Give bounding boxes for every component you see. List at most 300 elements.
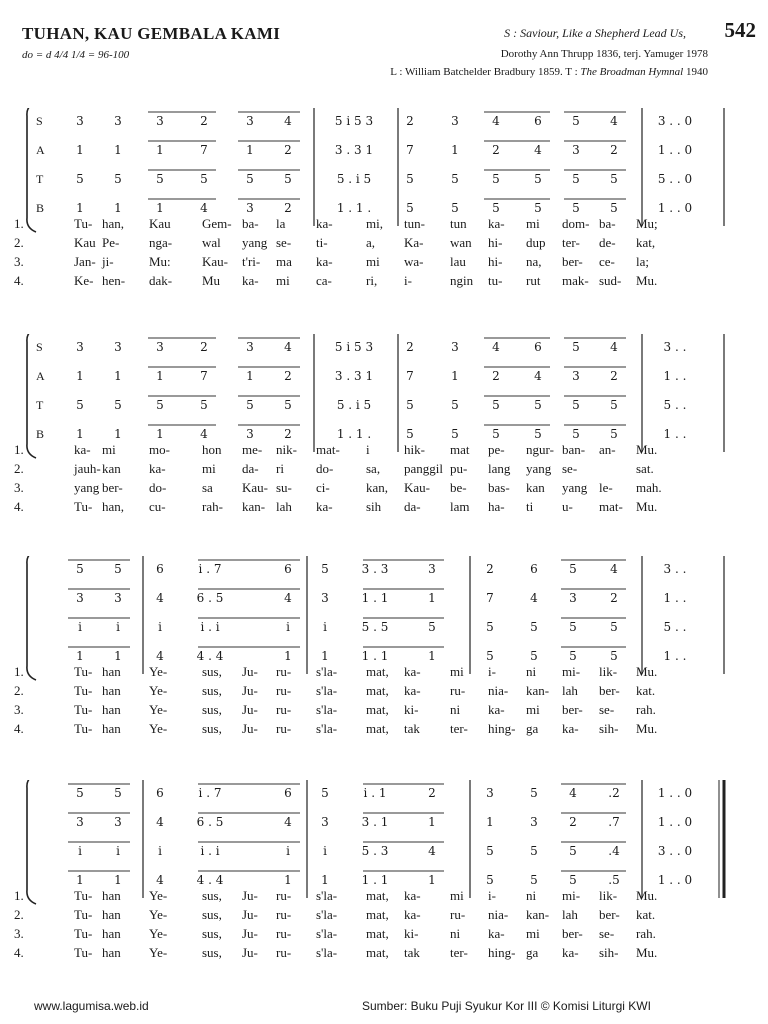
note-cell: 5 xyxy=(451,427,459,441)
note-cell: 4 . 4 xyxy=(196,649,224,663)
lyric-syllable: han xyxy=(102,888,121,903)
note-cell: 5 . . xyxy=(663,620,687,634)
lyric-syllable: kan xyxy=(102,461,121,476)
lyric-syllable: ni xyxy=(526,888,537,903)
note-cell: 1 xyxy=(486,815,494,829)
lyric-syllable: ni xyxy=(450,702,461,717)
lyric-syllable: Ju- xyxy=(242,683,258,698)
lyric-syllable: ka- xyxy=(316,216,333,231)
lyric-syllable: s'la- xyxy=(316,683,338,698)
lyric-syllable: hi- xyxy=(488,254,503,269)
note-cell: 1 xyxy=(76,427,84,441)
note-cell: 5 xyxy=(572,427,580,441)
note-cell: 4 xyxy=(156,873,164,887)
note-cell: .5 xyxy=(608,873,620,887)
voice-row xyxy=(0,398,768,416)
lyric-syllable: ci- xyxy=(316,480,330,495)
lyric-syllable: Tu- xyxy=(74,721,93,736)
verse-number: 4. xyxy=(14,945,24,960)
note-cell: 1 . . 0 xyxy=(657,815,693,829)
lyric-line xyxy=(14,683,714,700)
lyric-line xyxy=(14,216,714,233)
note-cell: 5 xyxy=(610,620,618,634)
music-credit-prefix: L : William Batchelder Bradbury 1859. T : xyxy=(390,66,581,78)
lyric-syllable: ber- xyxy=(562,926,583,941)
lyric-syllable: han, xyxy=(102,499,125,514)
lyric-syllable: ber- xyxy=(562,254,583,269)
lyric-syllable: do- xyxy=(316,461,334,476)
lyric-syllable: ber- xyxy=(599,907,620,922)
note-cell: i . i xyxy=(200,844,220,858)
lyric-line xyxy=(14,442,714,459)
note-cell: 4 xyxy=(284,340,292,354)
lyric-syllable: jauh- xyxy=(74,461,101,476)
note-cell: i xyxy=(116,620,120,634)
note-cell: 1 . . xyxy=(663,591,687,605)
footer-website: www.lagumisa.web.id xyxy=(34,999,149,1013)
lyric-syllable: mak- xyxy=(562,273,589,288)
note-cell: 3 xyxy=(156,340,164,354)
lyric-syllable: mo- xyxy=(149,442,170,457)
lyric-syllable: mat, xyxy=(366,888,389,903)
note-cell: 1 xyxy=(156,143,164,157)
note-cell: 4 . 4 xyxy=(196,873,224,887)
note-cell: 1 . . xyxy=(663,369,687,383)
note-cell: 2 xyxy=(428,786,436,800)
footer-source: Sumber: Buku Puji Syukur Kor III © Komisi Liturgi KWI xyxy=(362,999,651,1013)
lyric-syllable: sus, xyxy=(202,907,222,922)
lyric-syllable: mi xyxy=(202,461,216,476)
lyric-syllable: Tu- xyxy=(74,216,93,231)
lyric-syllable: lang xyxy=(488,461,511,476)
lyric-syllable: ka- xyxy=(488,216,505,231)
lyric-syllable: ber- xyxy=(599,683,620,698)
note-cell: 5 xyxy=(451,201,459,215)
note-cell: i xyxy=(323,844,327,858)
note-cell: 6 . 5 xyxy=(196,815,224,829)
lyric-syllable: Ye- xyxy=(149,907,168,922)
verse-number: 4. xyxy=(14,273,24,288)
note-cell: 5 xyxy=(321,786,329,800)
note-cell: 7 xyxy=(486,591,494,605)
note-cell: 5 xyxy=(569,844,577,858)
lyric-syllable: hen- xyxy=(102,273,126,288)
note-cell: 6 xyxy=(156,786,164,800)
lyric-syllable: ka- xyxy=(149,461,166,476)
note-cell: 2 xyxy=(610,591,618,605)
note-cell: 5 xyxy=(572,340,580,354)
note-cell: 3 . . xyxy=(663,340,687,354)
hymn-number: 542 xyxy=(724,18,756,42)
voice-row xyxy=(0,786,768,804)
lyric-syllable: tak xyxy=(404,945,420,960)
lyric-syllable: ba- xyxy=(242,216,259,231)
lyric-syllable: ri xyxy=(276,461,284,476)
lyric-syllable: ga xyxy=(526,721,539,736)
note-cell: 1 xyxy=(114,427,122,441)
note-cell: .2 xyxy=(608,786,620,800)
lyric-syllable: dak- xyxy=(149,273,173,288)
note-cell: 4 xyxy=(200,427,208,441)
lyric-syllable: sud- xyxy=(599,273,622,288)
note-cell: 4 xyxy=(610,114,618,128)
tempo-marking: do = d 4/4 1/4 = 96-100 xyxy=(22,49,130,61)
voice-label: S xyxy=(36,114,43,128)
note-cell: 5 xyxy=(534,172,542,186)
note-cell: 2 xyxy=(610,143,618,157)
note-cell: 5 xyxy=(572,114,580,128)
lyric-syllable: kan xyxy=(526,480,545,495)
note-cell: 1 xyxy=(428,649,436,663)
lyric-syllable: mat, xyxy=(366,702,389,717)
lyric-syllable: Ka- xyxy=(404,235,424,250)
lyric-syllable: sus, xyxy=(202,888,222,903)
lyric-syllable: Mu. xyxy=(636,945,658,960)
lyric-syllable: ka- xyxy=(488,926,505,941)
note-cell: 1 xyxy=(76,369,84,383)
lyric-line xyxy=(14,461,714,478)
note-cell: 3 . 3 1 xyxy=(334,369,374,383)
note-cell: 1 xyxy=(76,873,84,887)
lyric-syllable: rah. xyxy=(636,926,656,941)
note-cell: 5 xyxy=(76,172,84,186)
lyric-line xyxy=(14,945,714,962)
lyric-syllable: ka- xyxy=(404,888,421,903)
note-cell: 3 xyxy=(530,815,538,829)
note-cell: 3 xyxy=(451,114,459,128)
lyric-syllable: mat- xyxy=(316,442,340,457)
note-cell: 6 xyxy=(534,114,542,128)
voice-label: B xyxy=(36,201,45,215)
lyric-syllable: sus, xyxy=(202,702,222,717)
note-cell: 5 xyxy=(534,201,542,215)
lyric-line xyxy=(14,926,714,943)
note-cell: 3 . 3 1 xyxy=(334,143,374,157)
note-cell: 3 xyxy=(76,114,84,128)
lyric-syllable: Kau xyxy=(149,216,171,231)
note-cell: 1 . 1 . xyxy=(336,201,372,215)
verse-number: 2. xyxy=(14,683,24,698)
lyric-syllable: i- xyxy=(404,273,412,288)
lyric-syllable: Mu. xyxy=(636,273,658,288)
verse-number: 3. xyxy=(14,480,24,495)
lyric-syllable: la; xyxy=(636,254,649,269)
note-cell: 1 xyxy=(321,873,329,887)
note-cell: 5 xyxy=(610,649,618,663)
note-cell: 1 . . xyxy=(663,427,687,441)
verse-number: 3. xyxy=(14,702,24,717)
voice-label: A xyxy=(36,369,45,383)
lyric-syllable: se- xyxy=(562,461,578,476)
lyric-syllable: ji- xyxy=(102,254,114,269)
note-cell: 4 xyxy=(534,369,542,383)
lyric-syllable: han xyxy=(102,664,121,679)
note-cell: 4 xyxy=(284,815,292,829)
note-cell: 5 xyxy=(530,620,538,634)
lyric-syllable: Kau- xyxy=(404,480,430,495)
lyric-syllable: ber- xyxy=(102,480,123,495)
lyric-syllable: la xyxy=(276,216,286,231)
voice-label: S xyxy=(36,340,43,354)
lyric-syllable: sih- xyxy=(599,945,619,960)
lyric-syllable: Tu- xyxy=(74,907,93,922)
note-cell: 5 xyxy=(569,620,577,634)
lyric-syllable: mi xyxy=(526,926,540,941)
lyric-syllable: kat, xyxy=(636,235,656,250)
lyric-syllable: wan xyxy=(450,235,472,250)
note-cell: i xyxy=(158,844,162,858)
lyric-syllable: ru- xyxy=(450,683,466,698)
note-cell: 6 xyxy=(284,786,292,800)
lyric-syllable: Ye- xyxy=(149,926,168,941)
lyric-syllable: lah xyxy=(562,907,578,922)
lyric-syllable: ka- xyxy=(562,721,579,736)
lyric-syllable: mah. xyxy=(636,480,662,495)
lyric-syllable: kat. xyxy=(636,907,656,922)
note-cell: 5 xyxy=(492,427,500,441)
lyric-syllable: ru- xyxy=(276,664,292,679)
lyric-syllable: ru- xyxy=(276,907,292,922)
lyric-syllable: ki- xyxy=(404,926,419,941)
lyric-line xyxy=(14,664,714,681)
lyric-syllable: ter- xyxy=(450,945,468,960)
note-cell: 4 xyxy=(156,591,164,605)
lyric-syllable: Tu- xyxy=(74,702,93,717)
lyric-syllable: ngur- xyxy=(526,442,554,457)
lyric-syllable: mi- xyxy=(562,888,581,903)
lyric-syllable: cu- xyxy=(149,499,166,514)
note-cell: 1 xyxy=(428,873,436,887)
note-cell: i xyxy=(286,844,290,858)
lyric-syllable: Mu; xyxy=(636,216,658,231)
lyric-syllable: han xyxy=(102,907,121,922)
lyric-syllable: mi xyxy=(276,273,290,288)
note-cell: 1 xyxy=(114,201,122,215)
verse-number: 2. xyxy=(14,907,24,922)
lyric-syllable: se- xyxy=(599,926,615,941)
note-cell: 1 xyxy=(246,143,254,157)
lyric-syllable: pe- xyxy=(488,442,505,457)
lyric-syllable: se- xyxy=(276,235,292,250)
lyric-syllable: ce- xyxy=(599,254,615,269)
voice-label: B xyxy=(36,427,45,441)
lyric-syllable: mi xyxy=(526,216,540,231)
lyric-syllable: Tu- xyxy=(74,683,93,698)
lyric-syllable: a, xyxy=(366,235,376,250)
score-system-2 xyxy=(0,334,768,554)
lyric-syllable: tu- xyxy=(488,273,503,288)
lyric-syllable: mat, xyxy=(366,683,389,698)
lyric-syllable: Pe- xyxy=(102,235,120,250)
note-cell: 5 xyxy=(492,172,500,186)
lyric-syllable: su- xyxy=(276,480,292,495)
lyric-syllable: mat, xyxy=(366,664,389,679)
note-cell: i . 7 xyxy=(198,786,222,800)
lyric-syllable: Ye- xyxy=(149,721,168,736)
lyric-syllable: Ju- xyxy=(242,945,258,960)
lyric-syllable: mi xyxy=(450,888,464,903)
lyric-syllable: se- xyxy=(599,702,615,717)
note-cell: 4 xyxy=(610,562,618,576)
verse-number: 1. xyxy=(14,442,24,457)
note-cell: 6 xyxy=(534,340,542,354)
voice-label: A xyxy=(36,143,45,157)
lyric-syllable: lik- xyxy=(599,664,618,679)
lyric-syllable: ka- xyxy=(488,702,505,717)
note-cell: 2 xyxy=(200,340,208,354)
score-system-3 xyxy=(0,556,768,776)
note-cell: 5 xyxy=(284,172,292,186)
note-cell: 3 xyxy=(246,340,254,354)
note-cell: 5 . i 5 xyxy=(336,172,372,186)
lyric-syllable: ti xyxy=(526,499,534,514)
note-cell: 5 xyxy=(610,172,618,186)
note-cell: 3 xyxy=(428,562,436,576)
lyric-syllable: Tu- xyxy=(74,499,93,514)
note-cell: 1 . . 0 xyxy=(657,873,693,887)
score-system-1 xyxy=(0,108,768,328)
lyric-syllable: Ye- xyxy=(149,888,168,903)
lyric-syllable: le- xyxy=(599,480,613,495)
note-cell: i xyxy=(323,620,327,634)
note-cell: 3 xyxy=(246,201,254,215)
lyric-syllable: kan, xyxy=(366,480,389,495)
note-cell: 3 xyxy=(114,815,122,829)
note-cell: i . 1 xyxy=(363,786,387,800)
lyric-syllable: mat, xyxy=(366,945,389,960)
lyric-syllable: ka- xyxy=(316,499,333,514)
note-cell: 2 xyxy=(610,369,618,383)
note-cell: 1 . 1 xyxy=(361,591,389,605)
note-cell: 5 xyxy=(572,172,580,186)
verse-number: 4. xyxy=(14,499,24,514)
lyric-syllable: yang xyxy=(242,235,268,250)
lyric-syllable: kan- xyxy=(526,683,550,698)
text-credit: Dorothy Ann Thrupp 1836, terj. Yamuger 1978 xyxy=(500,48,708,60)
voice-label: T xyxy=(36,172,44,186)
lyric-syllable: Mu. xyxy=(636,442,658,457)
score-system-4 xyxy=(0,780,768,1000)
lyric-syllable: lah xyxy=(562,683,578,698)
lyric-syllable: wal xyxy=(202,235,221,250)
note-cell: 3 xyxy=(76,815,84,829)
lyric-syllable: yang xyxy=(526,461,552,476)
lyric-syllable: Mu xyxy=(202,273,221,288)
note-cell: 5 . 5 xyxy=(361,620,389,634)
lyric-syllable: s'la- xyxy=(316,721,338,736)
note-cell: 3 xyxy=(486,786,494,800)
lyric-syllable: mat, xyxy=(366,721,389,736)
note-cell: 3 xyxy=(569,591,577,605)
lyric-syllable: Ju- xyxy=(242,702,258,717)
note-cell: 5 xyxy=(406,172,414,186)
note-cell: 3 . . xyxy=(663,562,687,576)
note-cell: 1 xyxy=(246,369,254,383)
lyric-syllable: sih xyxy=(366,499,382,514)
note-cell: 5 i 5 3 xyxy=(334,114,374,128)
lyric-syllable: ru- xyxy=(276,683,292,698)
note-cell: 2 xyxy=(486,562,494,576)
lyric-syllable: Mu. xyxy=(636,721,658,736)
lyric-syllable: tak xyxy=(404,721,420,736)
voice-row xyxy=(0,562,768,580)
note-cell: 3 xyxy=(572,369,580,383)
lyric-syllable: Mu. xyxy=(636,499,658,514)
note-cell: 1 xyxy=(114,649,122,663)
lyric-syllable: Ye- xyxy=(149,702,168,717)
note-cell: 3 xyxy=(156,114,164,128)
lyric-syllable: mi- xyxy=(562,664,581,679)
note-cell: 7 xyxy=(200,369,208,383)
note-cell: i xyxy=(78,844,82,858)
note-cell: 5 xyxy=(451,398,459,412)
lyric-syllable: panggil xyxy=(404,461,443,476)
note-cell: 1 xyxy=(76,649,84,663)
lyric-syllable: i- xyxy=(488,664,496,679)
note-cell: 1 xyxy=(321,649,329,663)
note-cell: 5 xyxy=(321,562,329,576)
lyric-syllable: han, xyxy=(102,216,125,231)
music-credit xyxy=(390,66,708,78)
lyric-syllable: ka- xyxy=(404,664,421,679)
note-cell: 1 xyxy=(114,369,122,383)
lyric-syllable: hon xyxy=(202,442,222,457)
note-cell: 1 . 1 xyxy=(361,873,389,887)
lyric-syllable: t'ri- xyxy=(242,254,261,269)
note-cell: 5 xyxy=(428,620,436,634)
note-cell: 1 xyxy=(76,143,84,157)
note-cell: i . i xyxy=(200,620,220,634)
note-cell: 5 . . 0 xyxy=(657,172,693,186)
note-cell: 4 xyxy=(530,591,538,605)
music-credit-book: The Broadman Hymnal xyxy=(580,66,684,78)
note-cell: 3 xyxy=(76,340,84,354)
voice-row xyxy=(0,340,768,358)
lyric-syllable: ni xyxy=(526,664,537,679)
lyric-syllable: i- xyxy=(488,888,496,903)
note-cell: 5 xyxy=(451,172,459,186)
lyric-syllable: ma xyxy=(276,254,292,269)
note-cell: 2 xyxy=(200,114,208,128)
lyric-syllable: ru- xyxy=(276,888,292,903)
lyric-syllable: Jan- xyxy=(74,254,96,269)
note-cell: 1 . 1 . xyxy=(336,427,372,441)
lyric-syllable: de- xyxy=(599,235,616,250)
lyric-syllable: lau xyxy=(450,254,466,269)
voice-row xyxy=(0,369,768,387)
lyric-syllable: Ju- xyxy=(242,888,258,903)
note-cell: 1 xyxy=(114,143,122,157)
note-cell: 5 xyxy=(610,427,618,441)
lyric-syllable: me- xyxy=(242,442,263,457)
note-cell: 1 xyxy=(156,427,164,441)
lyric-syllable: mat- xyxy=(599,499,623,514)
lyric-syllable: mi xyxy=(526,702,540,717)
note-cell: 6 xyxy=(284,562,292,576)
lyric-syllable: han xyxy=(102,721,121,736)
note-cell: 4 xyxy=(492,340,500,354)
lyric-syllable: s'la- xyxy=(316,907,338,922)
note-cell: 2 xyxy=(284,369,292,383)
lyric-line xyxy=(14,702,714,719)
lyric-syllable: ber- xyxy=(562,702,583,717)
note-cell: 4 xyxy=(284,114,292,128)
note-cell: 4 xyxy=(569,786,577,800)
note-cell: 3 xyxy=(246,427,254,441)
lyric-syllable: Mu: xyxy=(149,254,171,269)
lyric-syllable: ha- xyxy=(488,499,505,514)
note-cell: 5 xyxy=(486,649,494,663)
